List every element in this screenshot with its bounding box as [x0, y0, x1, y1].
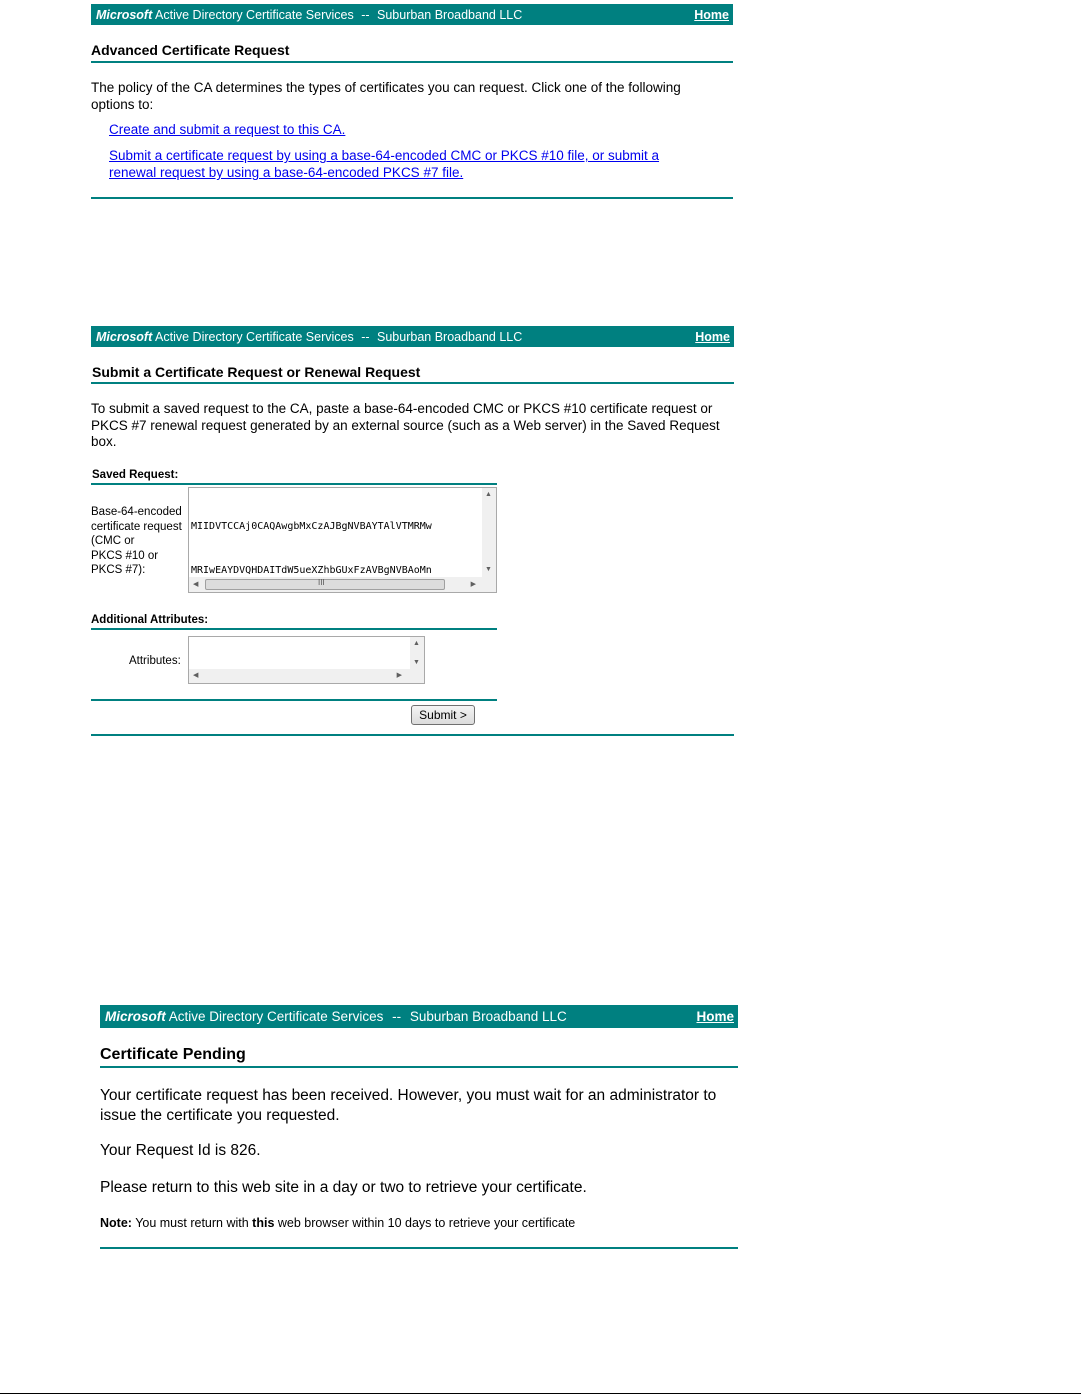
org-name: Suburban Broadband LLC [377, 329, 523, 344]
brand-name: Microsoft [96, 7, 153, 22]
saved-request-label [91, 505, 187, 578]
received-text: Your certificate request has been received. However, you must wait for an administrator to issue the certificate you requested. [100, 1087, 717, 1124]
page-title: Certificate Pending [100, 1046, 246, 1063]
org-name: Suburban Broadband LLC [409, 1009, 567, 1024]
service-name: Active Directory Certificate Services [155, 7, 354, 22]
scroll-up-icon[interactable]: ▲ [485, 491, 492, 498]
home-link[interactable]: Home [694, 7, 729, 22]
label-line: Base-64-encoded [91, 506, 182, 518]
note-label: Note: [100, 1216, 132, 1230]
home-link[interactable]: Home [695, 329, 730, 344]
additional-attributes-heading: Additional Attributes: [91, 614, 209, 626]
service-name: Active Directory Certificate Services [168, 1009, 384, 1024]
banner-title [105, 1009, 567, 1024]
request-line: MIIDVTCCAj0CAQAwgbMxCzAJBgNVBAYTAlVTMRMw [191, 521, 432, 533]
header-banner [100, 1005, 738, 1028]
footer-rule [91, 734, 734, 736]
submit-request-panel [91, 326, 734, 722]
additional-attributes-rule [91, 628, 497, 630]
banner-title [96, 8, 522, 22]
header-banner [91, 326, 734, 347]
page-bottom-border [0, 1393, 1081, 1394]
horizontal-scrollbar[interactable] [189, 577, 496, 592]
attributes-label: Attributes: [129, 655, 181, 667]
request-id-text: Your Request Id is 826. [100, 1142, 261, 1159]
intro-text: To submit a saved request to the CA, paste a base-64-encoded CMC or PKCS #10 certificate request or PKCS #7 renewal request generated by an external source (such as a Web server) in the Saved Request box. [91, 401, 720, 449]
note-post: web browser within 10 days to retrieve your certificate [277, 1216, 576, 1230]
label-line: (CMC or [91, 535, 135, 547]
scroll-left-icon[interactable]: ◀ [193, 581, 199, 588]
scroll-right-icon[interactable]: ▶ [396, 672, 402, 679]
title-rule [91, 382, 734, 384]
certificate-pending-panel [100, 1005, 738, 1230]
request-line: MRIwEAYDVQHDAITdW5ueXZhbGUxFzAVBgNVBAoMn [191, 564, 432, 576]
saved-request-heading: Saved Request: [92, 469, 179, 481]
service-name: Active Directory Certificate Services [155, 329, 354, 344]
form-rule [91, 699, 497, 701]
scroll-down-icon[interactable]: ▼ [485, 566, 492, 573]
submit-button[interactable]: Submit > [411, 705, 475, 725]
banner-title [96, 330, 522, 344]
saved-request-rule [91, 483, 497, 485]
submit-file-link[interactable] [109, 147, 729, 181]
return-text: Please return to this web site in a day or two to retrieve your certificate. [100, 1179, 587, 1196]
scroll-up-icon[interactable]: ▲ [413, 640, 420, 647]
brand-name: Microsoft [96, 329, 153, 344]
submit-file-link-line1: Submit a certificate request by using a base-64-encoded CMC or PKCS #10 file, or submit a [109, 148, 660, 163]
saved-request-textarea[interactable] [188, 487, 497, 593]
note-bold: this [252, 1216, 275, 1230]
footer-rule [91, 197, 733, 199]
title-rule [91, 61, 733, 63]
page-title: Submit a Certificate Request or Renewal Request [92, 364, 421, 380]
advanced-request-panel [91, 4, 733, 180]
banner-separator: -- [392, 1009, 402, 1024]
scroll-right-icon[interactable]: ▶ [470, 581, 476, 588]
note-pre: You must return with [135, 1216, 249, 1230]
scroll-down-icon[interactable]: ▼ [413, 659, 420, 666]
banner-separator: -- [361, 329, 370, 344]
label-line: PKCS #7): [91, 564, 146, 576]
org-name: Suburban Broadband LLC [377, 7, 523, 22]
create-request-link[interactable]: Create and submit a request to this CA. [109, 122, 346, 137]
attributes-textarea[interactable] [188, 636, 425, 684]
label-line: certificate request [91, 520, 182, 533]
brand-name: Microsoft [105, 1009, 166, 1024]
vertical-scrollbar[interactable] [482, 488, 496, 577]
note-text [100, 1216, 575, 1230]
submit-file-link-line2: renewal request by using a base-64-encoded PKCS #7 file. [109, 165, 464, 180]
banner-separator: -- [361, 7, 370, 22]
title-rule [100, 1066, 738, 1068]
label-line: PKCS #10 or [91, 549, 159, 562]
home-link[interactable]: Home [696, 1009, 734, 1024]
scroll-thumb[interactable] [205, 579, 445, 590]
page-title: Advanced Certificate Request [91, 42, 290, 58]
vertical-scrollbar[interactable] [410, 637, 424, 669]
horizontal-scrollbar[interactable] [189, 669, 424, 683]
header-banner [91, 4, 733, 25]
intro-text: The policy of the CA determines the types of certificates you can request. Click one of the following options to: [91, 80, 681, 112]
grip-icon: III [318, 578, 325, 587]
scroll-left-icon[interactable]: ◀ [193, 672, 199, 679]
footer-rule [100, 1247, 738, 1249]
